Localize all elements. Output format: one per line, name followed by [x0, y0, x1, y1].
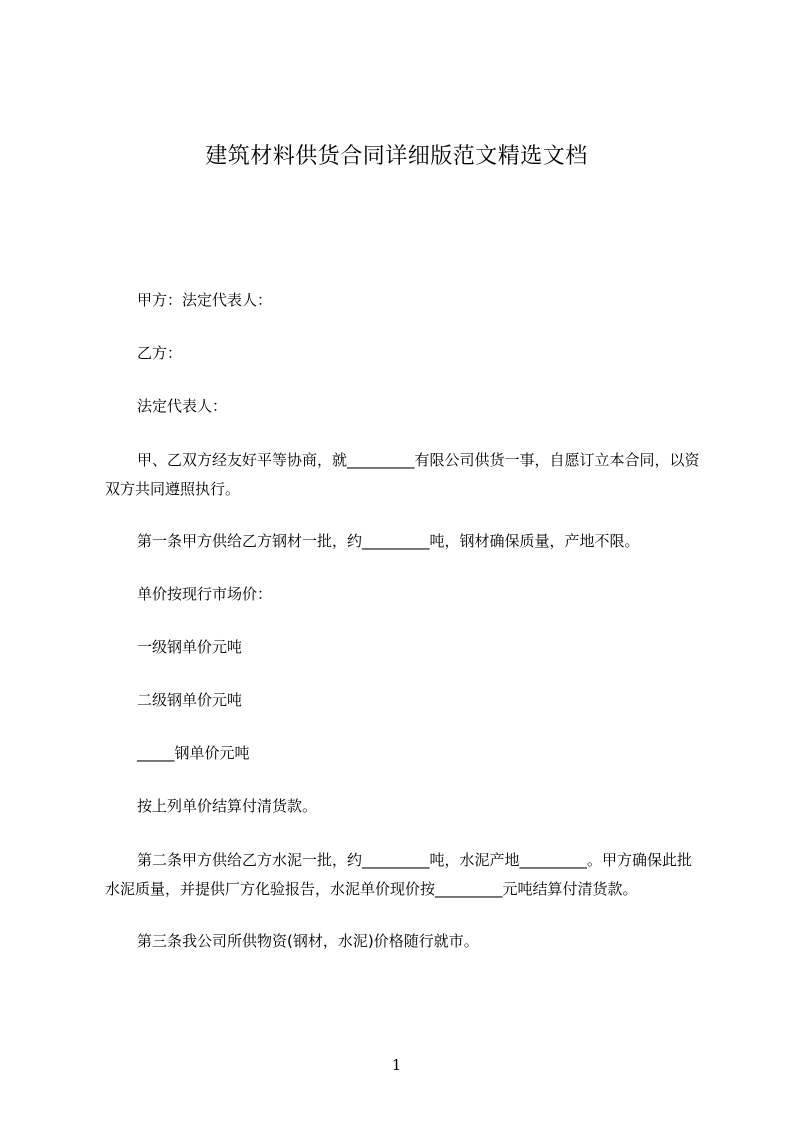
paragraph-party-a: 甲方：法定代表人：: [137, 291, 273, 309]
paragraph-unit-price-heading: 单价按现行市场价：: [137, 585, 273, 603]
page-number: 1: [391, 1056, 402, 1074]
paragraph-grade-1-steel: 一级钢单价元吨: [137, 638, 243, 656]
document-title: 建筑材料供货合同详细版范文精选文档: [205, 144, 588, 169]
paragraph-other-steel: _____钢单价元吨: [137, 744, 250, 762]
paragraph-party-b: 乙方：: [137, 344, 183, 362]
paragraph-preamble: 甲、乙双方经友好平等协商，就_________有限公司供货一事，自愿订立本合同，以资双方共同遵照执行。: [105, 451, 700, 498]
paragraph-settlement: 按上列单价结算付清货款。: [137, 797, 318, 815]
paragraph-article-3: 第三条我公司所供物资(钢材，水泥)价格随行就市。: [137, 932, 479, 950]
paragraph-article-2: 第二条甲方供给乙方水泥一批，约_________吨，水泥产地_________。甲方确保此批水泥质量，并提供厂方化验报告，水泥单价现价按_________元吨结算付清货款。: [105, 851, 693, 898]
paragraph-article-1: 第一条甲方供给乙方钢材一批，约_________吨，钢材确保质量，产地不限。: [137, 532, 640, 550]
paragraph-legal-representative: 法定代表人：: [137, 397, 228, 415]
paragraph-grade-2-steel: 二级钢单价元吨: [137, 691, 243, 709]
